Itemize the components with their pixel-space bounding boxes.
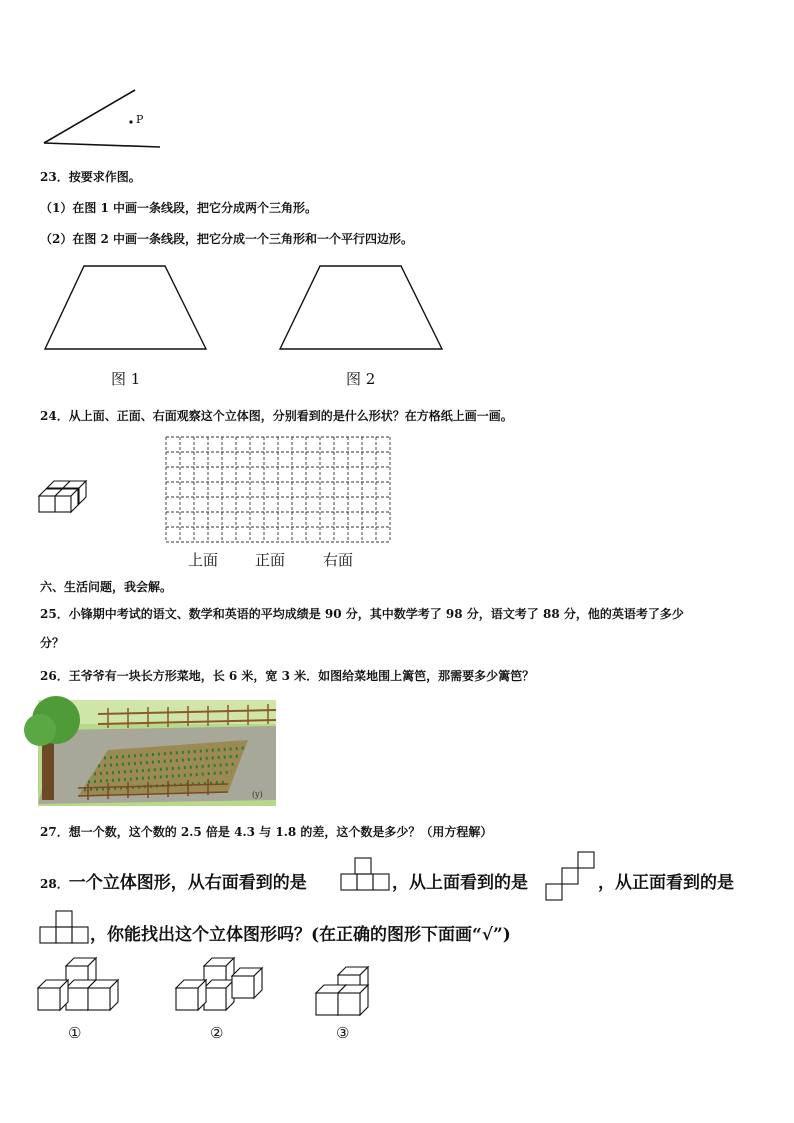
q23-sub1: （1）在图 1 中画一条线段，把它分成两个三角形。 bbox=[40, 201, 318, 215]
q28-part4: ，你能找出这个立体图形吗？(在正确的图形下面画“√”) bbox=[90, 925, 511, 945]
option-2-label[interactable]: ② bbox=[210, 1024, 224, 1042]
q23-sub2: （2）在图 2 中画一条线段，把它分成一个三角形和一个平行四边形。 bbox=[40, 232, 414, 246]
q24-label-right: 右面 bbox=[323, 551, 354, 569]
q28-num: 28． bbox=[40, 877, 69, 891]
q24-title: 24．从上面、正面、右面观察这个立体图，分别看到的是什么形状？在方格纸上画一画。 bbox=[40, 409, 513, 423]
q24-label-front: 正面 bbox=[255, 551, 286, 569]
fig2-caption: 图 2 bbox=[346, 370, 376, 388]
q28-part2: ，从上面看到的是 bbox=[392, 873, 528, 893]
q28-part1: 一个立体图形，从右面看到的是 bbox=[68, 873, 307, 893]
q26-text: 26．王爷爷有一块长方形菜地，长 6 米，宽 3 米．如图给菜地围上篱笆，那需要多少篱笆？ bbox=[40, 669, 535, 683]
point-p-label: P bbox=[136, 113, 144, 126]
fig1-caption: 图 1 bbox=[111, 370, 141, 388]
q23-title: 23．按要求作图。 bbox=[40, 170, 141, 184]
section6-title: 六、生活问题，我会解。 bbox=[40, 580, 173, 594]
q27-text: 27．想一个数，这个数的 2.5 倍是 4.3 与 1.8 的差，这个数是多少？（用方程解） bbox=[40, 825, 493, 839]
option-1-label[interactable]: ① bbox=[68, 1024, 82, 1042]
option-3-label[interactable]: ③ bbox=[336, 1024, 350, 1042]
q28-part3: ，从正面看到的是 bbox=[598, 873, 734, 893]
q25-line1: 25．小锋期中考试的语文、数学和英语的平均成绩是 90 分，其中数学考了 98 分，语文考了 88 分，他的英语考了多少 bbox=[40, 607, 684, 621]
q25-line2: 分？ bbox=[40, 636, 65, 650]
illustration-label: (y) bbox=[252, 790, 263, 799]
q24-label-top: 上面 bbox=[188, 551, 219, 569]
